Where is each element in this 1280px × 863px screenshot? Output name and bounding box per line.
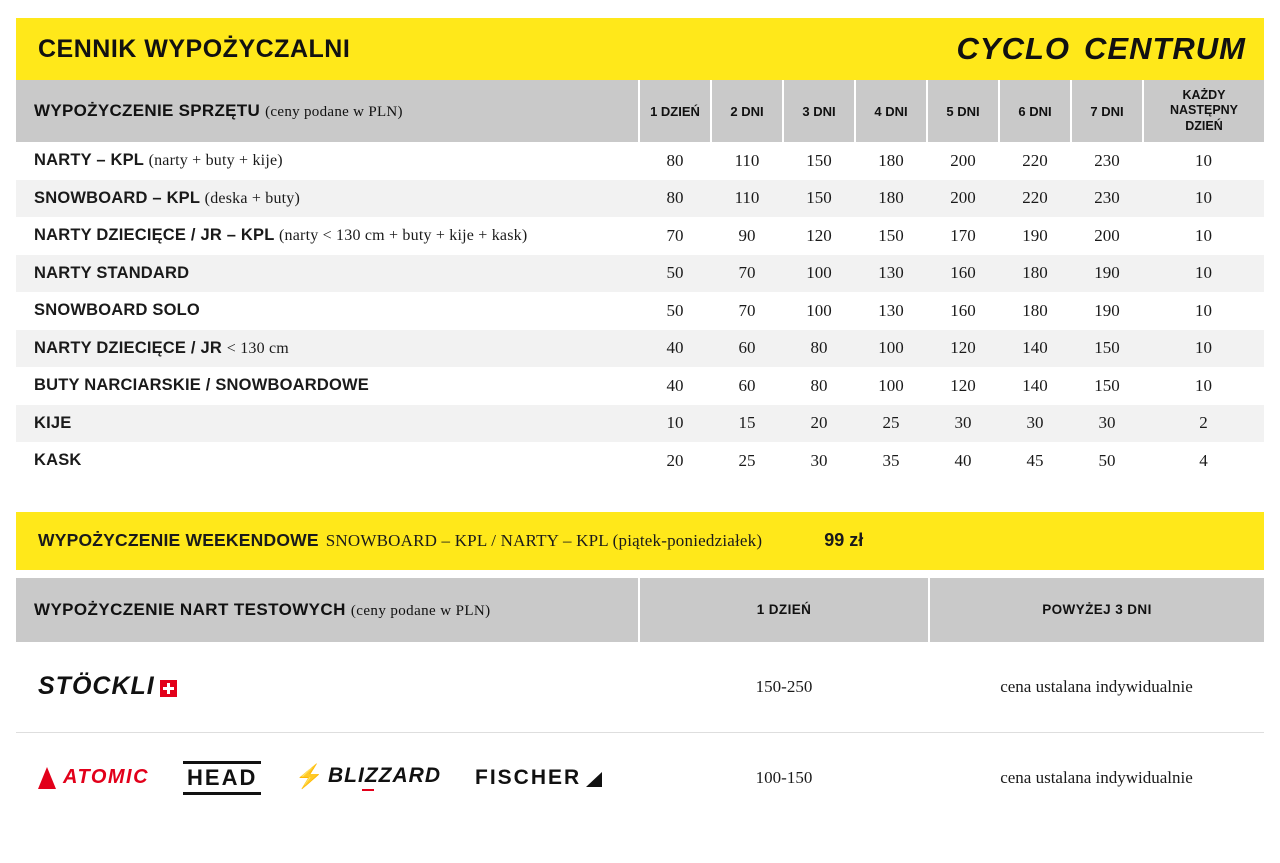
table-row — [16, 367, 1264, 405]
cell-price: 90 — [711, 217, 783, 255]
cell-price: 180 — [855, 142, 927, 180]
brand-logos-stockli — [16, 642, 639, 733]
row-detail: < 130 cm — [226, 339, 289, 357]
row-label — [16, 142, 639, 180]
row-label — [16, 442, 639, 480]
col-header-7-days: 7 DNI — [1071, 80, 1143, 142]
col-header-3-days: 3 DNI — [783, 80, 855, 142]
row-label — [16, 367, 639, 405]
blizzard-tagline — [362, 789, 374, 791]
cell-price: 120 — [783, 217, 855, 255]
brand-logos-group — [16, 733, 639, 823]
cell-price: 20 — [639, 442, 711, 480]
cell-price: 70 — [711, 255, 783, 293]
cell-price: 220 — [999, 142, 1071, 180]
cell-price: 50 — [1071, 442, 1143, 480]
table-row — [16, 330, 1264, 368]
row-label — [16, 180, 639, 218]
row-label — [16, 255, 639, 293]
cell-price: 190 — [1071, 292, 1143, 330]
row-label — [16, 217, 639, 255]
cell-price: 10 — [1143, 217, 1264, 255]
cell-price: 100 — [855, 330, 927, 368]
swiss-cross-icon — [160, 680, 177, 697]
cell-price: 160 — [927, 292, 999, 330]
cell-price: 30 — [927, 405, 999, 443]
lightning-bolt-icon: ⚡ — [295, 763, 325, 789]
brand-word-2: CENTRUM — [1084, 31, 1246, 66]
cell-price: 80 — [783, 330, 855, 368]
cell-price: 40 — [639, 330, 711, 368]
cell-price: 110 — [711, 142, 783, 180]
col-header-each-next-day — [1143, 80, 1264, 142]
page-title: CENNIK WYPOŻYCZALNI — [38, 34, 351, 63]
table-row — [16, 142, 1264, 180]
row-label — [16, 292, 639, 330]
test-header-label — [16, 578, 639, 642]
cell-price: 150 — [1071, 330, 1143, 368]
next-day-line-3: DZIEŃ — [1185, 118, 1223, 133]
row-detail: (deska + buty) — [204, 189, 301, 207]
head-logo — [183, 761, 261, 795]
cell-price: 150 — [855, 217, 927, 255]
blizzard-wordmark: BLIZZARD — [328, 764, 441, 787]
row-label — [16, 405, 639, 443]
row-name: NARTY DZIECIĘCE / JR — [34, 338, 222, 357]
next-day-line-1: KAŻDY — [1182, 87, 1226, 102]
equipment-header-note: (ceny podane w PLN) — [265, 104, 403, 120]
cell-price: 230 — [1071, 142, 1143, 180]
cell-price: 150 — [783, 180, 855, 218]
atomic-wordmark: ATOMIC — [63, 766, 150, 788]
table-row — [16, 442, 1264, 480]
cell-price: 140 — [999, 330, 1071, 368]
cell-price: 150 — [783, 142, 855, 180]
col-header-5-days: 5 DNI — [927, 80, 999, 142]
cell-price: 10 — [1143, 367, 1264, 405]
equipment-header-label — [16, 80, 639, 142]
row-detail: (narty + buty + kije) — [148, 152, 283, 170]
stockli-logo — [38, 672, 177, 701]
cell-price: 140 — [999, 367, 1071, 405]
row-name: NARTY STANDARD — [34, 263, 190, 282]
cell-price: 2 — [1143, 405, 1264, 443]
weekend-price: 99 zł — [824, 530, 864, 550]
row-name: NARTY DZIECIĘCE / JR – KPL — [34, 226, 275, 245]
cell-price: 150 — [1071, 367, 1143, 405]
cell-price: 15 — [711, 405, 783, 443]
table-row — [16, 217, 1264, 255]
col-header-1-day: 1 DZIEŃ — [639, 80, 711, 142]
price-list-page — [0, 18, 1280, 863]
cell-price: 25 — [855, 405, 927, 443]
cell-price: 190 — [999, 217, 1071, 255]
fischer-wordmark: FISCHER — [475, 765, 582, 789]
cell-price: 200 — [1071, 217, 1143, 255]
col-header-6-days: 6 DNI — [999, 80, 1071, 142]
cell-price: 60 — [711, 367, 783, 405]
cell-price: 80 — [639, 180, 711, 218]
cell-price: 170 — [927, 217, 999, 255]
cell-price: 230 — [1071, 180, 1143, 218]
cell-price: 10 — [1143, 292, 1264, 330]
cell-price: 30 — [1071, 405, 1143, 443]
cell-price: 25 — [711, 442, 783, 480]
cell-price: 20 — [783, 405, 855, 443]
table-row — [16, 733, 1264, 823]
brand-word-1: CYCLO — [956, 31, 1070, 66]
row-name: KIJE — [34, 413, 72, 432]
cell-price: 4 — [1143, 442, 1264, 480]
table-row — [16, 642, 1264, 733]
cell-price: 130 — [855, 292, 927, 330]
next-day-line-2: NASTĘPNY — [1169, 103, 1239, 118]
cell-price: 180 — [999, 255, 1071, 293]
test-ski-price-table — [16, 578, 1264, 823]
cell-price: 130 — [855, 255, 927, 293]
cell-price: 100 — [855, 367, 927, 405]
row-name: SNOWBOARD – KPL — [34, 188, 200, 207]
cell-price: 70 — [711, 292, 783, 330]
cell-price: 80 — [783, 367, 855, 405]
cell-price: 10 — [1143, 255, 1264, 293]
cell-price: 10 — [1143, 142, 1264, 180]
cell-price: 30 — [783, 442, 855, 480]
cell-price: 120 — [927, 367, 999, 405]
title-bar — [16, 18, 1264, 80]
blizzard-logo — [295, 764, 441, 791]
cell-price: 100 — [783, 255, 855, 293]
cell-price: 50 — [639, 255, 711, 293]
cell-price: 60 — [711, 330, 783, 368]
test-header-title: WYPOŻYCZENIE NART TESTOWYCH — [34, 599, 346, 619]
table-row — [16, 180, 1264, 218]
cell-price: 70 — [639, 217, 711, 255]
test-price-more-days: cena ustalana indywidualnie — [929, 733, 1264, 823]
cell-price: 200 — [927, 142, 999, 180]
head-wordmark: HEAD — [183, 761, 261, 795]
atomic-logo — [38, 766, 149, 789]
cell-price: 10 — [1143, 180, 1264, 218]
weekend-rental-banner — [16, 512, 1264, 570]
weekend-description: SNOWBOARD – KPL / NARTY – KPL (piątek-poniedziałek) — [325, 530, 763, 550]
cell-price: 30 — [999, 405, 1071, 443]
row-name: BUTY NARCIARSKIE / SNOWBOARDOWE — [34, 376, 369, 395]
row-name: SNOWBOARD SOLO — [34, 301, 200, 320]
atomic-triangle-icon — [38, 767, 56, 789]
cell-price: 10 — [639, 405, 711, 443]
cell-price: 100 — [783, 292, 855, 330]
test-table-header — [16, 578, 1264, 642]
cell-price: 45 — [999, 442, 1071, 480]
cell-price: 180 — [855, 180, 927, 218]
fischer-triangle-icon — [586, 772, 602, 787]
cell-price: 200 — [927, 180, 999, 218]
cell-price: 40 — [639, 367, 711, 405]
cell-price: 160 — [927, 255, 999, 293]
table-row — [16, 292, 1264, 330]
company-logo — [957, 31, 1247, 67]
col-header-2-days: 2 DNI — [711, 80, 783, 142]
cell-price: 80 — [639, 142, 711, 180]
cell-price: 50 — [639, 292, 711, 330]
cell-price: 220 — [999, 180, 1071, 218]
row-label — [16, 330, 639, 368]
stockli-wordmark: STÖCKLI — [38, 672, 155, 700]
test-price-one-day: 100-150 — [639, 733, 929, 823]
cell-price: 110 — [711, 180, 783, 218]
test-col-header-more-days: POWYŻEJ 3 DNI — [929, 578, 1264, 642]
cell-price: 120 — [927, 330, 999, 368]
test-col-header-one-day: 1 DZIEŃ — [639, 578, 929, 642]
test-price-more-days: cena ustalana indywidualnie — [929, 642, 1264, 733]
row-detail: (narty < 130 cm + buty + kije + kask) — [279, 227, 528, 245]
row-name: KASK — [34, 451, 82, 470]
cell-price: 35 — [855, 442, 927, 480]
weekend-title: WYPOŻYCZENIE WEEKENDOWE — [38, 530, 319, 550]
cell-price: 180 — [999, 292, 1071, 330]
col-header-4-days: 4 DNI — [855, 80, 927, 142]
test-header-note: (ceny podane w PLN) — [350, 602, 491, 619]
fischer-logo — [475, 766, 602, 790]
test-price-one-day: 150-250 — [639, 642, 929, 733]
table-row — [16, 255, 1264, 293]
cell-price: 10 — [1143, 330, 1264, 368]
row-name: NARTY – KPL — [34, 151, 144, 170]
equipment-table-header — [16, 80, 1264, 142]
equipment-price-table — [16, 80, 1264, 480]
cell-price: 190 — [1071, 255, 1143, 293]
table-row — [16, 405, 1264, 443]
cell-price: 40 — [927, 442, 999, 480]
equipment-header-title: WYPOŻYCZENIE SPRZĘTU — [34, 101, 261, 120]
